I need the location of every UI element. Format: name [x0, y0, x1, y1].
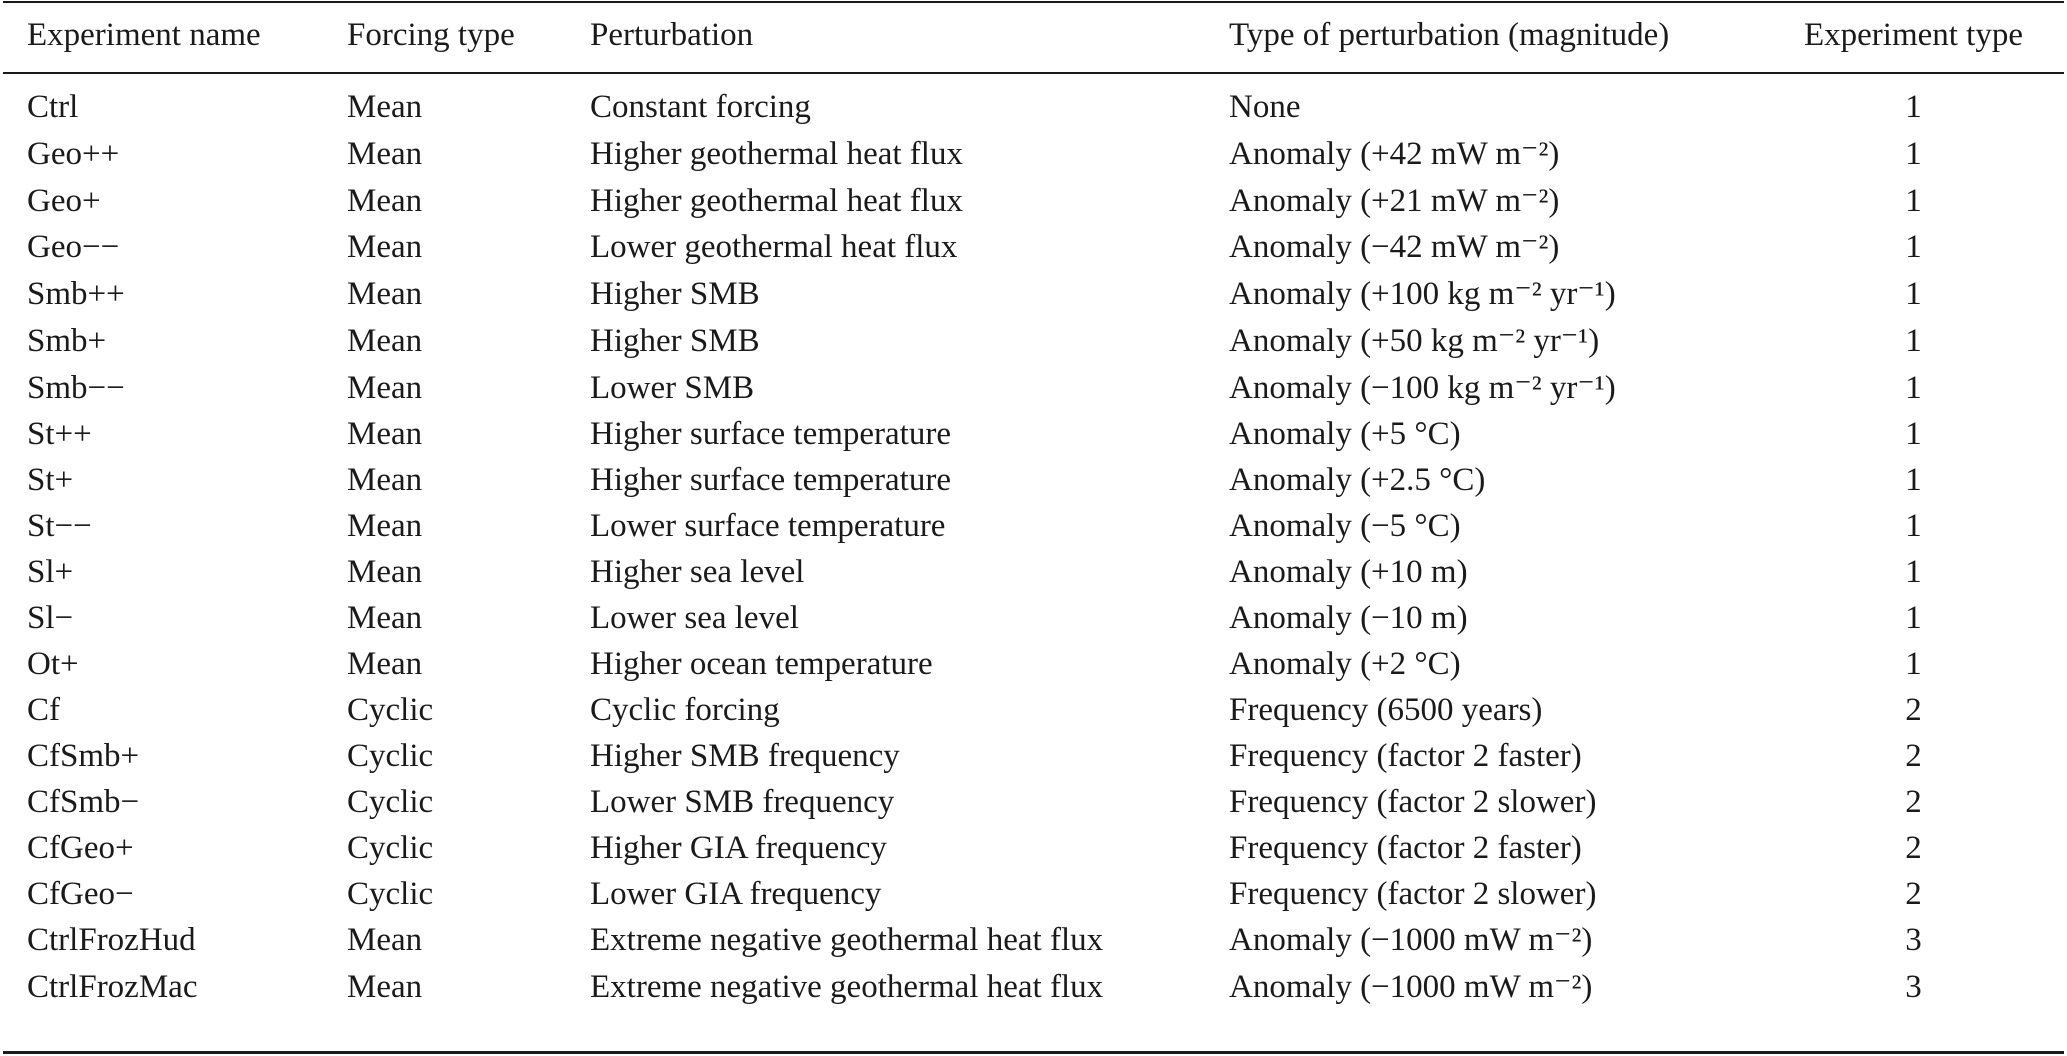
cell-experiment-name: Geo−− [27, 229, 120, 265]
table-row [0, 920, 2067, 966]
table-row [0, 552, 2067, 598]
cell-experiment-name: St++ [27, 416, 92, 452]
cell-perturbation-magnitude: Anomaly (+21 mW m⁻²) [1229, 183, 1560, 219]
cell-perturbation-magnitude: Anomaly (+2.5 °C) [1229, 462, 1486, 498]
table-row [0, 967, 2067, 1013]
table-row [0, 874, 2067, 920]
cell-forcing-type: Mean [347, 229, 423, 265]
cell-experiment-type: 2 [1905, 692, 1922, 728]
cell-perturbation-magnitude: None [1229, 89, 1301, 125]
cell-forcing-type: Mean [347, 136, 423, 172]
cell-experiment-name: CtrlFrozHud [27, 922, 196, 958]
cell-perturbation-magnitude: Frequency (6500 years) [1229, 692, 1543, 728]
cell-experiment-type: 1 [1905, 554, 1922, 590]
cell-forcing-type: Mean [347, 323, 423, 359]
cell-perturbation: Higher sea level [590, 554, 805, 590]
cell-experiment-name: CfSmb+ [27, 738, 140, 774]
cell-experiment-name: Ctrl [27, 89, 79, 125]
cell-perturbation: Higher GIA frequency [590, 830, 887, 866]
cell-experiment-type: 1 [1905, 600, 1922, 636]
cell-perturbation: Higher geothermal heat flux [590, 183, 963, 219]
cell-perturbation-magnitude: Anomaly (−100 kg m⁻² yr⁻¹) [1229, 370, 1616, 406]
table-row [0, 181, 2067, 227]
cell-perturbation-magnitude: Anomaly (−1000 mW m⁻²) [1229, 969, 1593, 1005]
cell-forcing-type: Cyclic [347, 738, 434, 774]
cell-perturbation: Cyclic forcing [590, 692, 780, 728]
cell-perturbation: Lower SMB [590, 370, 755, 406]
cell-perturbation-magnitude: Anomaly (+2 °C) [1229, 646, 1461, 682]
cell-experiment-type: 2 [1905, 738, 1922, 774]
cell-perturbation: Lower geothermal heat flux [590, 229, 958, 265]
cell-perturbation-magnitude: Anomaly (+42 mW m⁻²) [1229, 136, 1560, 172]
cell-perturbation: Higher SMB [590, 276, 760, 312]
cell-perturbation-magnitude: Anomaly (+5 °C) [1229, 416, 1461, 452]
cell-perturbation-magnitude: Anomaly (−42 mW m⁻²) [1229, 229, 1560, 265]
cell-perturbation-magnitude: Frequency (factor 2 slower) [1229, 784, 1597, 820]
cell-perturbation-magnitude: Anomaly (−1000 mW m⁻²) [1229, 922, 1593, 958]
cell-perturbation: Higher ocean temperature [590, 646, 933, 682]
cell-experiment-name: Geo+ [27, 183, 101, 219]
table-row [0, 598, 2067, 644]
cell-experiment-name: CtrlFrozMac [27, 969, 198, 1005]
table-row [0, 134, 2067, 180]
cell-perturbation-magnitude: Anomaly (+10 m) [1229, 554, 1468, 590]
cell-experiment-type: 1 [1905, 276, 1922, 312]
cell-perturbation-magnitude: Frequency (factor 2 faster) [1229, 830, 1582, 866]
cell-forcing-type: Cyclic [347, 784, 434, 820]
table-row [0, 368, 2067, 414]
table-row [0, 227, 2067, 273]
cell-experiment-name: St+ [27, 462, 74, 498]
table-bottom-rule [3, 1051, 2064, 1054]
cell-forcing-type: Mean [347, 89, 423, 125]
cell-perturbation-magnitude: Anomaly (+100 kg m⁻² yr⁻¹) [1229, 276, 1616, 312]
cell-perturbation-magnitude: Frequency (factor 2 faster) [1229, 738, 1582, 774]
table-row [0, 460, 2067, 506]
table-row [0, 828, 2067, 874]
cell-perturbation: Higher surface temperature [590, 416, 951, 452]
table-row [0, 274, 2067, 320]
cell-perturbation: Lower surface temperature [590, 508, 946, 544]
cell-experiment-type: 2 [1905, 876, 1922, 912]
cell-perturbation: Higher geothermal heat flux [590, 136, 963, 172]
cell-perturbation: Extreme negative geothermal heat flux [590, 922, 1104, 958]
header-experiment-name: Experiment name [27, 17, 261, 53]
cell-perturbation: Extreme negative geothermal heat flux [590, 969, 1104, 1005]
cell-perturbation: Lower SMB frequency [590, 784, 895, 820]
table-top-rule [3, 1, 2064, 3]
cell-perturbation-magnitude: Anomaly (−5 °C) [1229, 508, 1461, 544]
cell-forcing-type: Mean [347, 508, 423, 544]
cell-forcing-type: Mean [347, 554, 423, 590]
cell-experiment-name: Ot+ [27, 646, 79, 682]
cell-experiment-name: CfGeo+ [27, 830, 134, 866]
header-forcing-type: Forcing type [347, 17, 515, 53]
cell-experiment-type: 1 [1905, 462, 1922, 498]
cell-perturbation: Lower sea level [590, 600, 799, 636]
cell-experiment-type: 1 [1905, 89, 1922, 125]
cell-experiment-name: Sl− [27, 600, 74, 636]
cell-perturbation: Higher surface temperature [590, 462, 951, 498]
cell-experiment-name: Sl+ [27, 554, 74, 590]
cell-forcing-type: Cyclic [347, 692, 434, 728]
cell-experiment-type: 3 [1905, 922, 1922, 958]
cell-experiment-type: 1 [1905, 323, 1922, 359]
cell-forcing-type: Mean [347, 969, 423, 1005]
table-row [0, 736, 2067, 782]
cell-experiment-name: Smb−− [27, 370, 125, 406]
cell-experiment-type: 1 [1905, 136, 1922, 172]
cell-experiment-name: CfGeo− [27, 876, 134, 912]
cell-experiment-type: 3 [1905, 969, 1922, 1005]
cell-experiment-type: 1 [1905, 508, 1922, 544]
cell-experiment-name: Geo++ [27, 136, 120, 172]
cell-experiment-type: 1 [1905, 416, 1922, 452]
cell-experiment-name: Smb+ [27, 323, 107, 359]
table-row [0, 506, 2067, 552]
cell-forcing-type: Mean [347, 416, 423, 452]
cell-experiment-name: Smb++ [27, 276, 125, 312]
cell-perturbation-magnitude: Anomaly (−10 m) [1229, 600, 1468, 636]
cell-perturbation-magnitude: Anomaly (+50 kg m⁻² yr⁻¹) [1229, 323, 1600, 359]
cell-experiment-name: St−− [27, 508, 92, 544]
table-row [0, 414, 2067, 460]
cell-forcing-type: Cyclic [347, 830, 434, 866]
cell-forcing-type: Mean [347, 370, 423, 406]
cell-forcing-type: Cyclic [347, 876, 434, 912]
cell-forcing-type: Mean [347, 922, 423, 958]
cell-experiment-type: 1 [1905, 646, 1922, 682]
table-row [0, 782, 2067, 828]
table-row [0, 644, 2067, 690]
cell-forcing-type: Mean [347, 276, 423, 312]
header-type-of-perturbation: Type of perturbation (magnitude) [1229, 17, 1670, 53]
cell-experiment-type: 2 [1905, 784, 1922, 820]
table-row [0, 87, 2067, 133]
cell-perturbation: Higher SMB frequency [590, 738, 900, 774]
cell-perturbation: Constant forcing [590, 89, 811, 125]
cell-perturbation: Lower GIA frequency [590, 876, 882, 912]
header-experiment-type: Experiment type [1803, 17, 2023, 53]
header-perturbation: Perturbation [590, 17, 754, 53]
cell-forcing-type: Mean [347, 600, 423, 636]
cell-perturbation: Higher SMB [590, 323, 760, 359]
table-row [0, 690, 2067, 736]
table-row [0, 321, 2067, 367]
cell-forcing-type: Mean [347, 183, 423, 219]
cell-forcing-type: Mean [347, 462, 423, 498]
cell-forcing-type: Mean [347, 646, 423, 682]
cell-experiment-type: 1 [1905, 229, 1922, 265]
cell-experiment-type: 1 [1905, 183, 1922, 219]
cell-experiment-name: Cf [27, 692, 60, 728]
cell-perturbation-magnitude: Frequency (factor 2 slower) [1229, 876, 1597, 912]
table-header-rule [3, 72, 2064, 74]
cell-experiment-name: CfSmb− [27, 784, 140, 820]
cell-experiment-type: 2 [1905, 830, 1922, 866]
cell-experiment-type: 1 [1905, 370, 1922, 406]
